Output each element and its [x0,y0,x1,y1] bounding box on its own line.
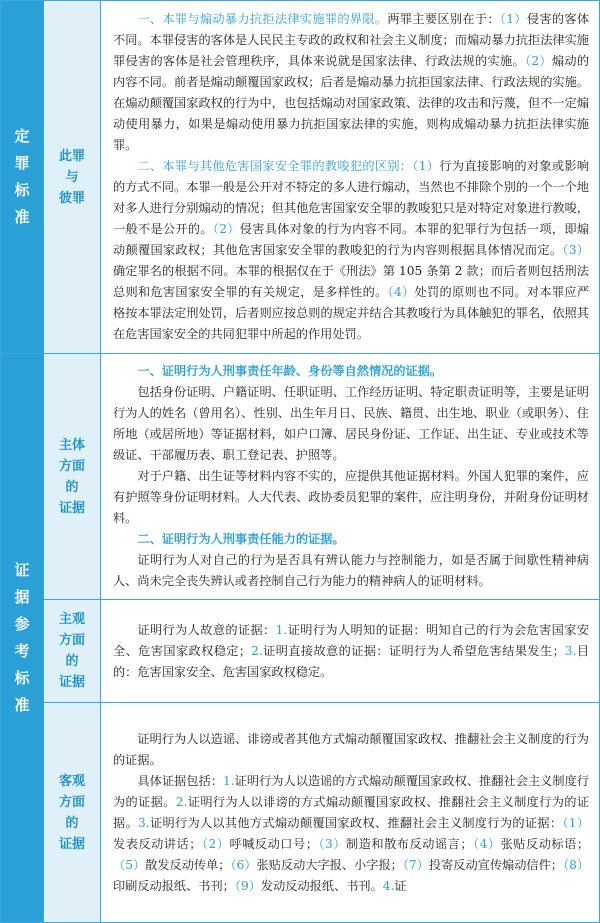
text-run: 侵害具体对象的行为内容不同。本罪的犯罪行为包括一项，即煽动颠覆国家政权；其他危害国家安全罪的教唆犯的行为内容则根据具体情况而定。 [113,222,590,257]
label-line: 考 [14,642,30,660]
paragraph [113,620,589,683]
text-run: 两罪主要区别在于： [387,12,500,26]
text-run: 3. [138,815,150,830]
text-run: 张贴反动大字报、小字报； [256,857,403,872]
text-run: （7） [402,857,429,872]
text-run: 证 [394,878,407,893]
label-line: 证据 [58,675,85,690]
text-run: 证明行为人故意的证据： [137,622,276,637]
text-run: 证明直接故意的证据：证明行为人希望危害结果发生； [262,643,565,658]
text-run: 证明行为人以诽谤的方式煽动颠覆国家政权、推翻社会主义制度行为的证据。 [113,794,590,830]
text-run: （2） [201,836,230,851]
paragraph [113,466,589,529]
text-run: 二、本罪与其他危害国家安全罪的教唆犯的区别： [137,159,413,173]
objective-evidence-row [1,703,600,923]
text-run: 处罚的原则也不同。对本罪应严格按本罪法定刑处罚，后者则应按总则的规定并结合其教唆行为具体触犯的罪名，依照其在危害国家安全的共同犯罪中所起的作用处罚。 [113,285,590,341]
text-run: （9） [234,878,261,893]
text-run: 包括身份证明、户籍证明、任职证明、工作经历证明、特定职责证明等，主要是证明行为人的姓名（曾用名）、性别、出生年月日、民族、籍贯、出生地、职业（或职务）、住所地（或居所地）等证据材料，如户口簿、居民身份证、工作证、出生证、专业或技术等级证、干部履历表、职工登记表、护照等。 [113,385,589,462]
label-line: 主观 [58,612,85,627]
text-run: 证明行为人以其他方式煽动颠覆国家政权、推翻社会主义制度行为的证据： [149,815,563,830]
text-run: 二、证明行为人刑事责任能力的证据。 [137,532,345,546]
label-line: 证 [14,561,30,579]
text-run: 煽动的内容不同。前者是煽动颠覆国家政权；后者是煽动暴力抗拒国家法律、行政法规的实施。在煽动颠覆国家政权的行为中，也包括煽动对国家政策、法律的攻击和污蔑，但不一定煽动使用暴力，如果是煽动使用暴力抗拒国家法律的实施，则构成煽动暴力抗拒法律实施罪。 [113,54,590,152]
subjective-evidence-row [1,600,600,703]
label-line: 的 [65,815,79,831]
text-run: （1） [499,12,527,26]
text-run: 侵害的客体不同。本罪侵害的客体是人民民主专政的政权和社会主义制度；而煽动暴力抗拒法律实施罪侵害的客体是社会管理秩序，具体来说就是国家法律、行政法规的实施。 [113,12,590,68]
text-run: 呼喊反动口号； [229,836,318,851]
text-run: （1） [562,815,590,830]
label-line: 罪 [14,154,30,172]
text-run: 4. [382,878,395,893]
label-line: 彼罪 [58,190,85,206]
text-run: 张贴反动标语； [500,836,590,851]
conviction-row [1,1,600,354]
category-evidence [1,354,44,923]
text-run: （3） [317,836,346,851]
text-run: 对于户籍、出生证等材料内容不实的，应提供其他证据材料。外国人犯罪的案件，应有护照等身份证明材料。人大代表、政协委员犯罪的案件，应注明身份，并附身份证明材料。 [113,469,589,525]
label-line: 证据 [58,836,85,852]
text-run: 证明行为人以造谣的方式煽动颠覆国家政权、推翻社会主义制度行为的证据。 [113,773,590,809]
paragraph [113,771,589,897]
text-run: 印刷反动报纸、书刊； [113,878,235,893]
label-line: 准 [14,696,30,714]
text-run: （6） [230,857,257,872]
text-run: 确定罪名的根据不同。本罪的根据仅在于《刑法》第 105 条第 2 款；而后者则包括刑法总则和危害国家安全罪的有关规定，是多样性的。 [113,264,589,299]
text-run: （5） [113,857,146,872]
objective-evidence-text [101,703,600,923]
label-line: 标 [14,181,30,199]
text-run: 1. [222,773,235,788]
paragraph [113,729,589,771]
text-run: 投寄反动宣传煽动信件； [428,857,563,872]
paragraph [113,156,589,345]
label-line: 方面 [58,794,85,810]
text-run: 发动反动报纸、书刊。 [260,878,383,893]
sub-objective-evidence [44,703,101,923]
text-run: 证明行为人明知的证据：明知自己的行为会危害国家安全、危害国家政权稳定； [113,622,590,658]
paragraph [113,9,589,156]
label-line: 准 [14,208,30,226]
text-run: （1） [412,159,440,173]
subject-evidence-text [101,354,600,600]
label-line: 与 [65,169,79,185]
label-line: 方面 [58,633,85,648]
label-line: 的 [65,479,79,495]
label-line: 方面 [58,458,85,474]
text-run: 具体证据包括： [137,773,223,788]
text-run: 1. [275,622,288,637]
sub-subject-evidence [44,354,101,600]
label-line: 定 [14,127,30,145]
label-line: 的 [65,654,79,669]
label-line: 参 [14,615,30,633]
label-line: 据 [14,588,30,606]
label-line: 证据 [58,500,85,516]
paragraph [113,550,589,592]
text-run: 发表反动讲话； [113,836,202,851]
text-run: 一、证明行为人刑事责任年龄、身份等自然情况的证据。 [137,364,443,378]
text-run: 散发反动传单； [145,857,231,872]
text-run: （4） [472,836,501,851]
subjective-evidence-text [101,600,600,703]
text-run: （3） [562,243,590,257]
label-line: 此罪 [58,148,85,164]
sub-subjective-evidence [44,600,101,703]
text-run: （8） [562,857,590,872]
text-run: 3. [564,643,577,658]
sub-this-vs-other-crime [44,1,101,354]
label-line: 客观 [58,773,85,789]
paragraph [113,382,589,466]
text-run: 目的：危害国家安全、危害国家政权稳定。 [113,643,590,679]
text-run: （2） [212,222,240,236]
text-run: 2. [175,794,188,809]
label-line: 标 [14,669,30,687]
label-line: 主体 [58,437,85,453]
text-run: （4） [387,285,415,299]
text-run: 2. [251,643,263,658]
conviction-text [101,1,600,354]
paragraph [113,361,589,382]
text-run: 证明行为人以造谣、诽谤或者其他方式煽动颠覆国家政权、推翻社会主义制度的行为的证据。 [113,731,589,767]
text-run: 行为直接影响的对象或影响的方式不同。本罪一般是公开对不特定的多人进行煽动，当然也不排除个别的一个一个地对多人进行分别煽动的情况；但其他危害国家安全罪的教唆犯只是对特定对象进行教唆，一般不是公开的。 [113,159,590,236]
subject-evidence-row [1,354,600,600]
paragraph [113,529,589,550]
text-run: 一、本罪与煽动暴力抗拒法律实施罪的界限。 [137,12,388,26]
text-run: 证明行为人对自己的行为是否具有辨认能力与控制能力，如是否属于间歇性精神病人、尚未完全丧失辨认或者控制自己行为能力的精神病人的证明材料。 [113,553,589,588]
category-conviction [1,1,44,354]
text-run: 制造和散布反动谣言； [346,836,473,851]
text-run: （2） [524,54,552,68]
